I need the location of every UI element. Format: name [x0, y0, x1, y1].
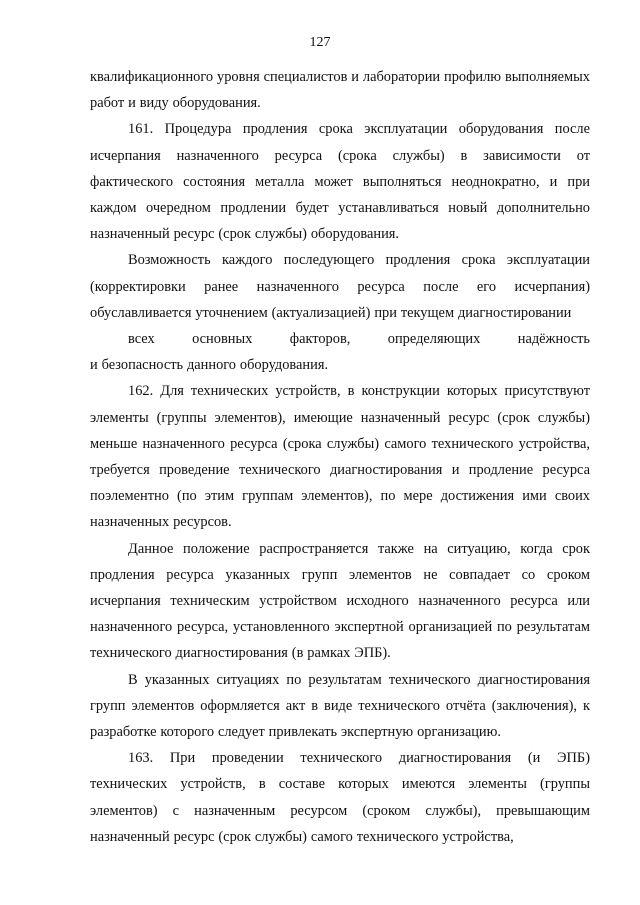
- page-number: 127: [309, 35, 331, 50]
- paragraph-161-extension: [90, 247, 590, 378]
- paragraph-162-act: В указанных ситуациях по результатам технического диагностирования групп элементов оформляется акт в виде технического отчёта (заключения), к разработке которого следует привлекать экспертную организацию.: [90, 671, 590, 741]
- paragraph-161-extension-text: Возможность каждого последующего продления срока эксплуатации (корректировки ранее назначенного ресурса после его исчерпания) обуславливается уточнением (актуализацией) при текущем диагностировании: [90, 252, 590, 321]
- paragraph-162-situation: Данное положение распространяется также на ситуацию, когда срок продления ресурса указанных групп элементов не совпадает со сроком исчерпания техническим устройством исходного назначенного ресурса или назначенного ресурса, установленного экспертной организацией по результатам технического диагностирования (в рамках ЭПБ).: [90, 540, 590, 662]
- paragraph-161: 161. Процедура продления срока эксплуатации оборудования после исчерпания назначенного ресурса (срока службы) в зависимости от фактического состояния металла может выполняться неоднократно, и при каждом очередном продлении будет устанавливаться новый дополнительно назначенный ресурс (срок службы) оборудования.: [90, 121, 590, 243]
- paragraph-continuation: квалификационного уровня специалистов и лаборатории профилю выполняемых работ и виду оборудования.: [90, 69, 590, 112]
- paragraph-163: 163. При проведении технического диагностирования (и ЭПБ) технических устройств, в составе которых имеются элементы (группы элементов) с назначенным ресурсом (сроком службы), превышающим назначенный ресурс (срок службы) самого технического устройства,: [90, 750, 590, 845]
- paragraph-161-extension-justified-line: всех основных факторов, определяющих надёжность: [128, 331, 590, 348]
- document-body: [90, 64, 590, 850]
- paragraph-162: 162. Для технических устройств, в конструкции которых присутствуют элементы (группы элементов), имеющие назначенный ресурс (срок службы) меньше назначенного ресурса (срока службы) самого технического устройства, требуется проведение технического диагностирования и продление ресурса поэлементно (по этим группам элементов), по мере достижения ими своих назначенных ресурсов.: [90, 383, 590, 531]
- paragraph-161-extension-tail: и безопасность данного оборудования.: [90, 357, 329, 374]
